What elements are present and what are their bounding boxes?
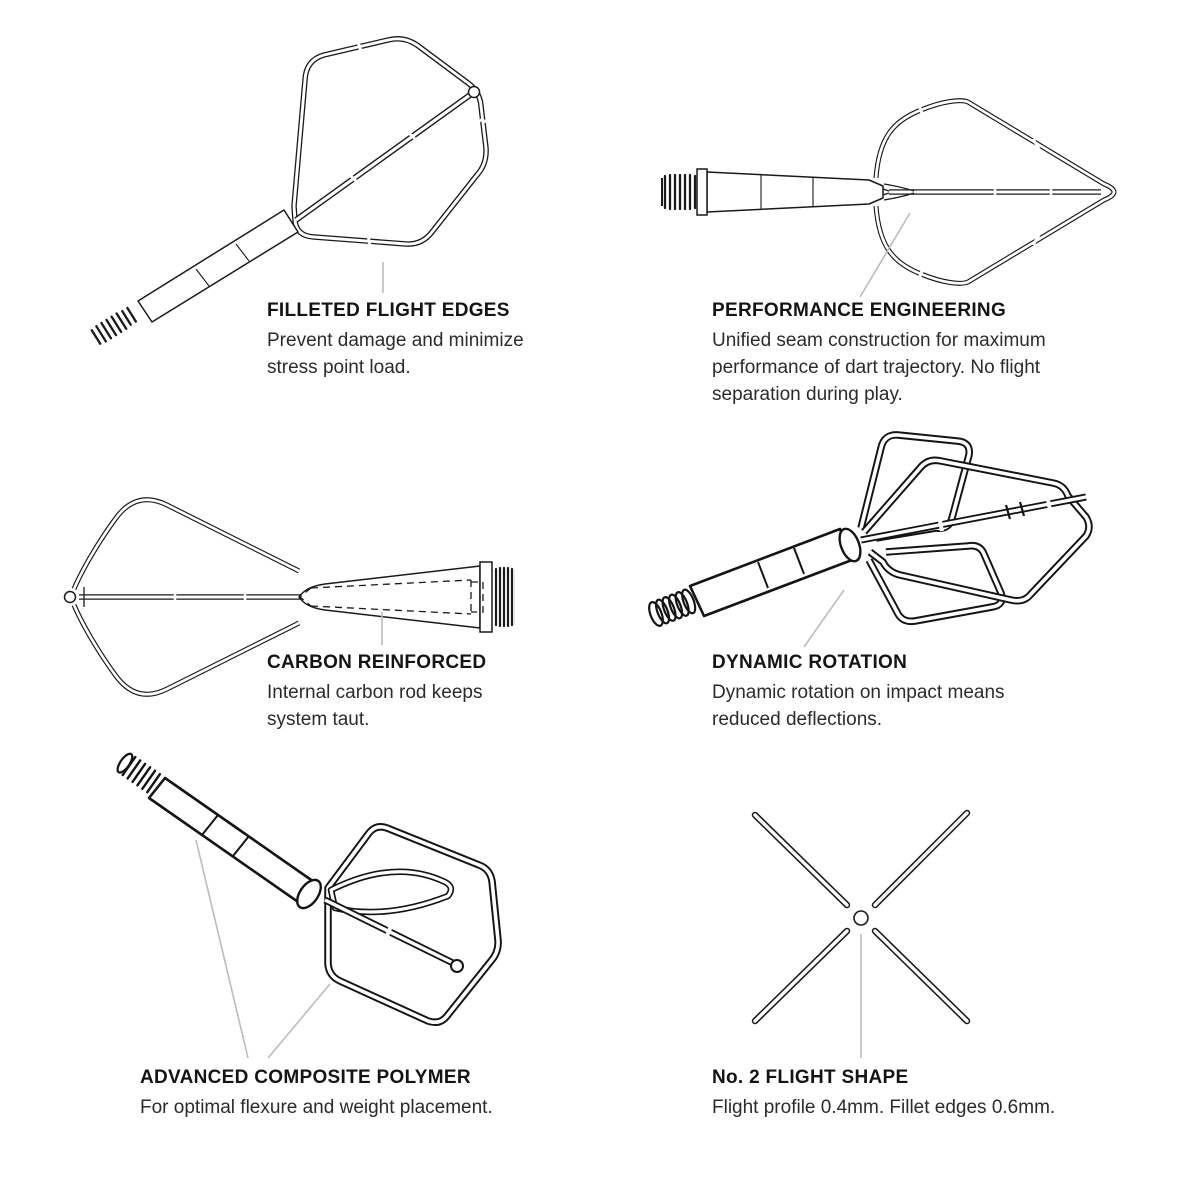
feature-description: Flight profile 0.4mm. Fillet edges 0.6mm. xyxy=(712,1097,1056,1118)
advanced-composite-polymer-illustration xyxy=(95,740,545,1075)
flight-center-spine xyxy=(877,184,1101,200)
feature-description: Internal carbon rod keeps system taut. xyxy=(267,682,483,730)
thread-tip xyxy=(496,568,515,626)
performance-engineering-illustration xyxy=(655,75,1125,310)
feature-dynamic-rotation xyxy=(712,651,1062,733)
feature-advanced-composite-polymer xyxy=(140,1066,610,1121)
feature-performance-engineering xyxy=(712,299,1102,408)
center-hub xyxy=(854,911,868,925)
shaft xyxy=(690,526,864,616)
thread-tip xyxy=(662,175,695,209)
thread-tip xyxy=(646,588,697,628)
feature-description: For optimal flexure and weight placement. xyxy=(140,1097,493,1118)
flight-center-spar xyxy=(296,87,480,221)
feature-title: PERFORMANCE ENGINEERING xyxy=(712,300,1007,321)
feature-filleted-flight-edges xyxy=(267,299,562,381)
feature-title: ADVANCED COMPOSITE POLYMER xyxy=(140,1067,471,1088)
feature-carbon-reinforced xyxy=(267,651,547,733)
feature-title: No. 2 FLIGHT SHAPE xyxy=(712,1067,909,1088)
feature-title: DYNAMIC ROTATION xyxy=(712,652,908,673)
shaft xyxy=(149,778,326,912)
feature-no-2-flight-shape xyxy=(712,1066,1162,1121)
flight-outline xyxy=(294,39,488,246)
flight-center-spar xyxy=(861,497,1086,540)
feature-title: CARBON REINFORCED xyxy=(267,652,487,673)
no-2-flight-shape-illustration xyxy=(745,795,980,1035)
flight-center-spine xyxy=(65,587,306,607)
thread-tip xyxy=(115,752,160,793)
dynamic-rotation-illustration xyxy=(640,418,1100,643)
thread-tip xyxy=(91,307,136,345)
shaft xyxy=(697,169,883,215)
feature-description: Unified seam construction for maximum performance of dart trajectory. No flight separation during play. xyxy=(712,330,1046,405)
flight-wing-frames xyxy=(328,827,498,1022)
feature-description: Prevent damage and minimize stress point load. xyxy=(267,330,524,378)
feature-title: FILLETED FLIGHT EDGES xyxy=(267,300,510,321)
flight-wing-frames xyxy=(861,435,1089,621)
feature-description: Dynamic rotation on impact means reduced deflections. xyxy=(712,682,1005,730)
shaft xyxy=(299,562,492,632)
